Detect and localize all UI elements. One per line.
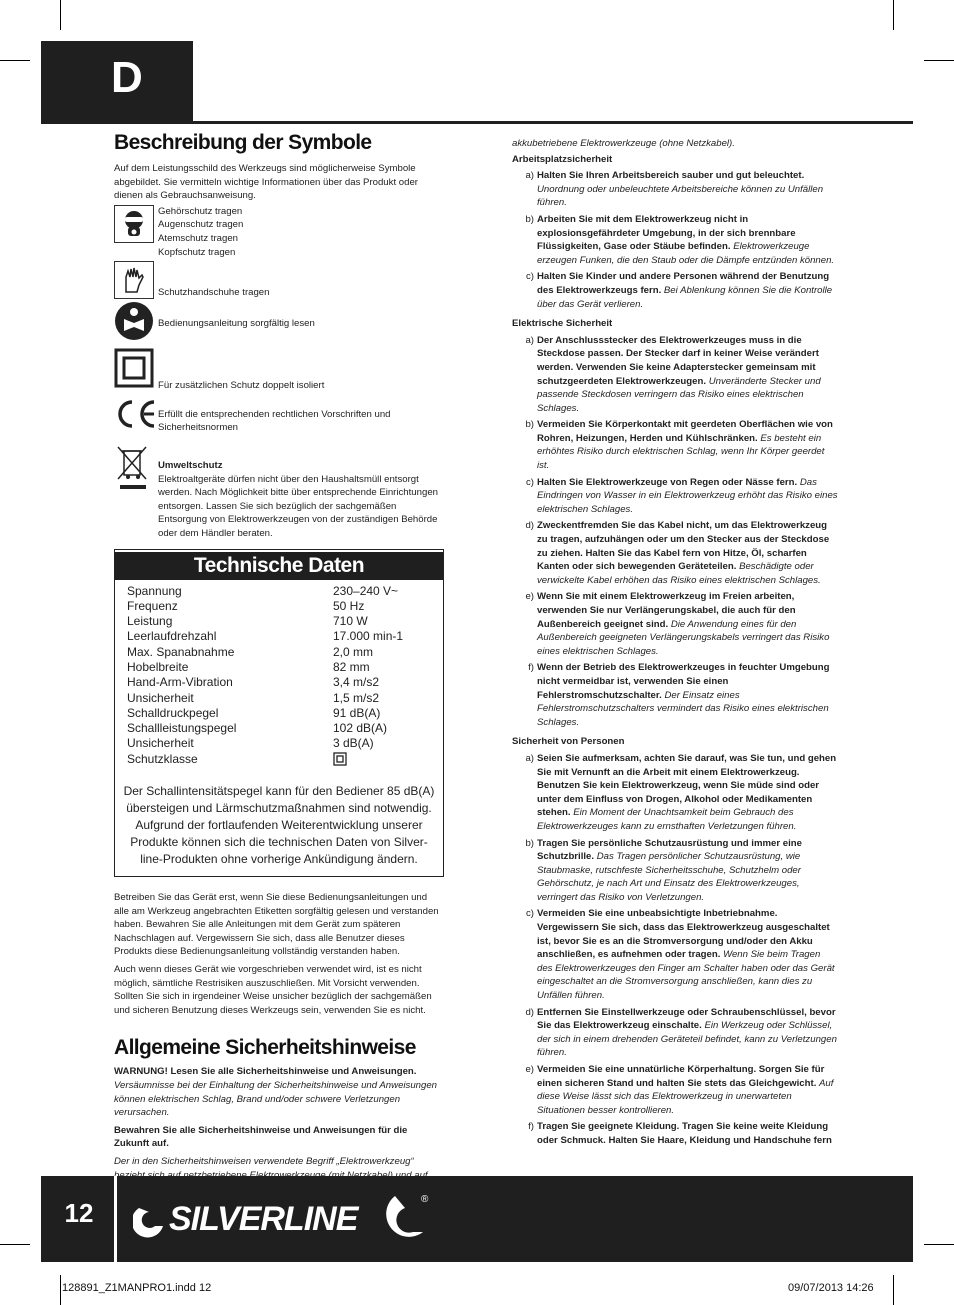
item-instruction: Tragen Sie geeignete Kleidung. Tragen Sie keine weite Kleidung oder Schmuck. Halten Sie Haare, Kleidung und Handschuhe fern xyxy=(537,1121,832,1146)
item-letter: a) xyxy=(525,752,534,764)
tech-key: Schalldruckpegel xyxy=(127,705,219,720)
item-instruction: Zweckentfremden Sie das Kabel nicht, um das Elektrowerkzeug zu tragen, aufzuhängen oder um den Stecker aus der Steckdose zu ziehen. Halten Sie das Kabel fern von Hitze, Öl, scharfen Kanten oder sich bewegenden Geräteteilen. xyxy=(537,520,830,573)
tech-data-box xyxy=(114,549,444,878)
file-slug: 128891_Z1MANPRO1.indd 12 xyxy=(62,1282,212,1294)
tech-note: Der Schallintensitätspegel kann für den Bediener 85 dB(A) übersteigen und Lärmschutzmaßnahmen sind notwendig. Aufgrund der fortlaufenden Weiterentwicklung unserer Produkte können sich die technischen Daten von Silver-line-Produkten ohne vorherige Ankündigung ändern. xyxy=(123,784,435,867)
tech-value: 230–240 V~ xyxy=(333,583,399,598)
term-definition: Der in den Sicherheitshinweisen verwendete Begriff „Elektrowerkzeug“ xyxy=(114,1155,414,1167)
weee-bin-icon xyxy=(114,445,154,498)
item-explanation: Es besteht ein erhöhtes Risiko durch elektrischen Schlag, wenn Ihr Körper geerdet ist. xyxy=(537,432,825,472)
tech-row xyxy=(127,660,403,675)
tech-key: Unsicherheit xyxy=(127,690,194,705)
item-letter: e) xyxy=(525,591,534,603)
manual-icon xyxy=(114,301,154,346)
crop-mark xyxy=(893,1275,894,1305)
item-letter: c) xyxy=(526,271,534,283)
safety-item xyxy=(512,1120,838,1147)
tech-row xyxy=(127,706,403,721)
tech-row xyxy=(127,584,403,599)
crop-mark xyxy=(924,1244,954,1245)
ppe-eye: Augenschutz tragen xyxy=(158,219,244,231)
symbol-manual xyxy=(114,301,444,346)
safety-item xyxy=(512,590,838,658)
double-insulated-label: Für zusätzlichen Schutz doppelt isoliert xyxy=(158,379,325,391)
safety-item xyxy=(512,169,838,210)
tech-row xyxy=(127,675,403,690)
tech-value: 82 mm xyxy=(333,659,370,674)
tech-key: Leerlaufdrehzahl xyxy=(127,629,217,644)
item-letter: b) xyxy=(525,419,534,431)
term-definition-cont: akkubetriebene Elektrowerkzeuge (ohne Netzkabel). xyxy=(512,138,735,149)
item-instruction: Halten Sie Kinder und andere Personen während der Benutzung des Elektrowerkzeugs fern. xyxy=(537,271,830,296)
item-instruction: Entfernen Sie Einstellwerkzeuge oder Schraubenschlüssel, bevor Sie das Elektrowerkzeug einschalte. xyxy=(537,1006,836,1032)
crop-mark xyxy=(893,0,894,30)
item-letter: e) xyxy=(525,1064,534,1075)
item-instruction: Tragen Sie persönliche Schutzausrüstung und immer eine Schutzbrille. xyxy=(537,837,802,863)
tech-row xyxy=(127,691,403,706)
general-safety-heading: Allgemeine Sicherheitshinweise xyxy=(114,1036,416,1060)
tech-key: Hobelbreite xyxy=(127,659,189,674)
registered-mark: ® xyxy=(421,1194,429,1205)
crop-mark xyxy=(60,1275,61,1305)
item-letter: d) xyxy=(525,1006,534,1018)
safety-item xyxy=(512,661,838,729)
residual-risk-paragraph: Auch wenn dieses Gerät wie vorgeschrieben verwendet wird, ist es nicht möglich, sämtliche Restrisiken auszuschließen. Mit Vorsicht verwenden. Sollten Sie sich in irgendeiner Weise unsicher bezüglich der sachgemäßen und sicheren Benutzung dieses Werkzeugs sein, verwenden Sie es nicht. xyxy=(114,964,432,1016)
gloves-label: Schutzhandschuhe tragen xyxy=(158,286,270,298)
item-letter: b) xyxy=(525,837,534,849)
crop-mark xyxy=(924,60,954,61)
gloves-icon xyxy=(114,261,154,299)
safety-item xyxy=(512,1063,838,1117)
item-letter: a) xyxy=(525,170,534,182)
env-text: Elektroaltgeräte dürfen nicht über den Haushaltsmüll entsorgt werden. Nach Möglichkeit bitte über entsprechende Einrichtungen entsorgen. Lassen Sie sich bezüglich der sachgemäßen Entsorgung von Elektrowerkzeugen von der zuständigen Behörde oder dem Händler beraten. xyxy=(158,473,438,539)
crop-mark xyxy=(0,1244,30,1245)
tech-row xyxy=(127,599,403,614)
brand-wordmark: SILVERLINE xyxy=(169,1200,358,1238)
tech-value: 3 dB(A) xyxy=(333,736,374,751)
safety-item xyxy=(512,270,838,311)
ppe-head: Kopfschutz tragen xyxy=(158,246,236,258)
tech-table xyxy=(127,584,403,768)
tech-value: 102 dB(A) xyxy=(333,721,388,736)
safety-item xyxy=(512,418,838,472)
item-explanation: Der Einsatz eines Fehlerstromschutzschalters vermindert das Risiko eines elektrischen Schlages. xyxy=(537,689,829,728)
item-explanation: Ein Werkzeug oder Schlüssel, der sich in einem drehenden Geräteteil befindet, kann zu Verletzungen führen. xyxy=(537,1020,837,1059)
safety-item xyxy=(512,334,838,416)
tech-row xyxy=(127,645,403,660)
tech-key: Hand-Arm-Vibration xyxy=(127,675,233,690)
item-explanation: Bei Ablenkung können Sie die Kontrolle über das Gerät verlieren. xyxy=(537,284,833,310)
warning-consequence: Versäumnisse bei der Einhaltung der Sicherheitshinweise und Anweisungen können elektrischen Schlag, Brand und/oder schwere Verletzungen verursachen. xyxy=(114,1080,438,1119)
ppe-breathing: Atemschutz tragen xyxy=(158,232,238,244)
item-letter: a) xyxy=(525,334,534,346)
item-letter: b) xyxy=(525,213,534,225)
item-explanation: Die Anwendung eines für den Außenbereich geeigneten Verlängerungskabels verringert das Risiko eines elektrischen Schlages. xyxy=(537,618,830,657)
symbols-intro: Auf dem Leistungsschild des Werkzeugs sind möglicherweise Symbole abgebildet. Sie vermitteln wichtige Informationen über das Produkt oder dienen als Gebrauchsanweisung. xyxy=(114,163,418,202)
tech-value xyxy=(333,752,403,767)
tech-key: Max. Spanabnahme xyxy=(127,644,235,659)
item-letter: f) xyxy=(528,1121,534,1133)
tech-value: 710 W xyxy=(333,614,368,629)
right-column xyxy=(512,137,838,1148)
item-instruction: Seien Sie aufmerksam, achten Sie darauf, was Sie tun, und gehen Sie mit Vernunft an die Arbeit mit einem Elektrowerkzeug. Benutzen Sie kein Elektrowerkzeug, wenn Sie müde sind oder unter dem Einfluss von Drogen, Alkohol oder Medikamenten stehen. xyxy=(537,752,837,819)
symbol-weee xyxy=(114,445,444,541)
safety-item xyxy=(512,213,838,267)
item-instruction: Wenn der Betrieb des Elektrowerkzeuges in feuchter Umgebung nicht vermeidbar ist, verwenden Sie einen Fehlerstromschutzschalter. xyxy=(537,662,830,701)
ppe-icon xyxy=(114,205,154,243)
tech-value: 17.000 min-1 xyxy=(333,629,404,644)
date-slug: 09/07/2013 14:26 xyxy=(788,1282,874,1294)
ppe-hearing: Gehörschutz tragen xyxy=(158,205,243,217)
tech-value: 50 Hz xyxy=(333,598,365,613)
safety-item xyxy=(512,752,838,834)
tech-key: Frequenz xyxy=(127,598,178,613)
tech-key: Leistung xyxy=(127,614,173,629)
tech-value: 3,4 m/s2 xyxy=(333,675,380,690)
item-explanation: Unveränderte Stecker und passende Steckdosen verringern das Risiko eines elektrischen Schlages. xyxy=(537,375,821,414)
left-column xyxy=(114,130,444,1182)
symbol-gloves xyxy=(114,261,444,299)
item-letter: c) xyxy=(526,908,534,920)
tech-key: Unsicherheit xyxy=(127,736,194,751)
tech-key: Schutzklasse xyxy=(127,751,198,766)
language-tab xyxy=(41,41,193,124)
crop-mark xyxy=(0,60,30,61)
safety-item xyxy=(512,907,838,1002)
tech-row xyxy=(127,721,403,736)
double-insulated-icon xyxy=(114,348,154,393)
class-ii-icon xyxy=(333,752,347,766)
item-explanation: Das Tragen persönlicher Schutzausrüstung, wie Staubmaske, rutschfeste Sicherheitsschuhe, Schutzhelm oder Gehörschutz, je nach Art und Einsatz des Elektrowerkzeuges, verringert das Risiko von Verletzungen. xyxy=(537,851,801,903)
tech-key: Schallleistungspegel xyxy=(127,721,237,736)
section-heading: Arbeitsplatzsicherheit xyxy=(512,153,613,165)
safety-item xyxy=(512,837,838,905)
symbol-ce xyxy=(114,398,444,435)
item-instruction: Der Anschlussstecker des Elektrowerkzeuges muss in die Steckdose passen. Der Stecker darf in keiner Weise verändert werden. Verwenden Sie keine Adapterstecker gemeinsam mit schutzgeerdeten Elektrowerkzeugen. xyxy=(537,334,819,387)
tech-value: 1,5 m/s2 xyxy=(333,690,380,705)
crop-mark xyxy=(60,0,61,30)
operate-paragraph: Betreiben Sie das Gerät erst, wenn Sie diese Bedienungsanleitungen und alle am Werkzeug angebrachten Etiketten sorgfältig gelesen und verstanden haben. Bewahren Sie alle Anleitungen mit dem Gerät zum späteren Nachschlagen auf. Vergewissern Sie sich, dass alle Benutzer dieses Produkts diese Bedienungsanleitung vollständig verstanden haben. xyxy=(114,892,439,958)
item-explanation: Wenn Sie beim Tragen des Elektrowerkzeuges den Finger am Schalter haben oder das Gerät eingeschaltet an die Stromversorgung anschließen, kann dies zu Unfällen führen. xyxy=(537,949,835,1002)
tech-key: Spannung xyxy=(127,583,182,598)
item-explanation: Beschädigte oder verwickelte Kabel erhöhen das Risiko eines elektrischen Schlages. xyxy=(537,561,821,586)
item-instruction: Wenn Sie mit einem Elektrowerkzeug im Freien arbeiten, verwenden Sie nur Verlängerungskabel, die auch für den Außenbereich geeignet sind. xyxy=(537,591,796,630)
safety-item xyxy=(512,1006,838,1060)
item-instruction: Halten Sie Ihren Arbeitsbereich sauber und gut beleuchtet. xyxy=(537,170,805,182)
item-explanation: Ein Moment der Unachtsamkeit beim Gebrauch des Elektrowerkzeuges kann zu ernsthaften Verletzungen führen. xyxy=(537,807,797,832)
tech-row xyxy=(127,614,403,629)
tech-value: 91 dB(A) xyxy=(333,705,381,720)
item-letter: d) xyxy=(525,520,534,532)
item-instruction: Arbeiten Sie mit dem Elektrowerkzeug nicht in explosionsgefährdeter Umgebung, in der sich brennbare Flüssigkeiten, Gase oder Stäube befinden. xyxy=(537,213,796,253)
tech-heading: Technische Daten xyxy=(115,552,443,580)
item-explanation: Auf diese Weise lässt sich das Elektrowerkzeug in unerwarteten Situationen besser kontrollieren. xyxy=(537,1077,834,1116)
safety-item xyxy=(512,476,838,517)
ce-mark-icon xyxy=(114,398,154,435)
keep-instructions: Bewahren Sie alle Sicherheitshinweise und Anweisungen für die Zukunft auf. xyxy=(114,1124,408,1150)
env-title: Umweltschutz xyxy=(158,459,223,471)
section-heading: Elektrische Sicherheit xyxy=(512,318,613,330)
symbol-ppe xyxy=(114,205,444,259)
footer-divider xyxy=(114,1176,117,1262)
item-instruction: Vermeiden Sie Körperkontakt mit geerdeten Oberflächen wie von Rohren, Heizungen, Herden und Kühlschränken. xyxy=(537,419,833,444)
item-instruction: Vermeiden Sie eine unbeabsichtigte Inbetriebnahme. Vergewissern Sie sich, dass das Elektrowerkzeug ausgeschaltet ist, bevor Sie es an die Stromversorgung und/oder den Akku anschließen, es aufnehmen oder tragen. xyxy=(537,908,830,961)
item-letter: c) xyxy=(526,476,534,488)
header-rule xyxy=(41,121,913,124)
symbol-double-insulated xyxy=(114,348,444,393)
tech-value: 2,0 mm xyxy=(333,644,374,659)
page-number: 12 xyxy=(64,1198,94,1228)
warning-text: WARNUNG! Lesen Sie alle Sicherheitshinweise und Anweisungen. xyxy=(114,1066,417,1078)
tech-row xyxy=(127,736,403,751)
tech-row xyxy=(127,629,403,644)
silverline-logo xyxy=(133,1186,433,1246)
safety-item xyxy=(512,519,838,587)
item-explanation: Das Eindringen von Wasser in ein Elektrowerkzeug erhöht das Risiko eines elektrischen Schlages. xyxy=(537,476,838,515)
item-explanation: Elektrowerkzeuge erzeugen Funken, die den Staub oder die Dämpfe entzünden können. xyxy=(537,241,835,266)
section-heading: Sicherheit von Personen xyxy=(512,736,625,748)
item-letter: f) xyxy=(528,662,534,674)
manual-label: Bedienungsanleitung sorgfältig lesen xyxy=(158,317,315,329)
item-instruction: Halten Sie Elektrowerkzeuge von Regen oder Nässe fern. xyxy=(537,476,798,488)
item-instruction: Vermeiden Sie eine unnatürliche Körperhaltung. Sorgen Sie für einen sicheren Stand und halten Sie stets das Gleichgewicht. xyxy=(537,1064,825,1089)
symbols-heading: Beschreibung der Symbole xyxy=(114,131,372,154)
ce-label: Erfüllt die entsprechenden rechtlichen Vorschriften und Sicherheitsnormen xyxy=(158,408,391,434)
language-letter: D xyxy=(111,53,143,102)
tech-row xyxy=(127,752,403,767)
footer-bar xyxy=(41,1176,913,1262)
item-explanation: Unordnung oder unbeleuchtete Arbeitsbereiche können zu Unfällen führen. xyxy=(537,183,824,209)
